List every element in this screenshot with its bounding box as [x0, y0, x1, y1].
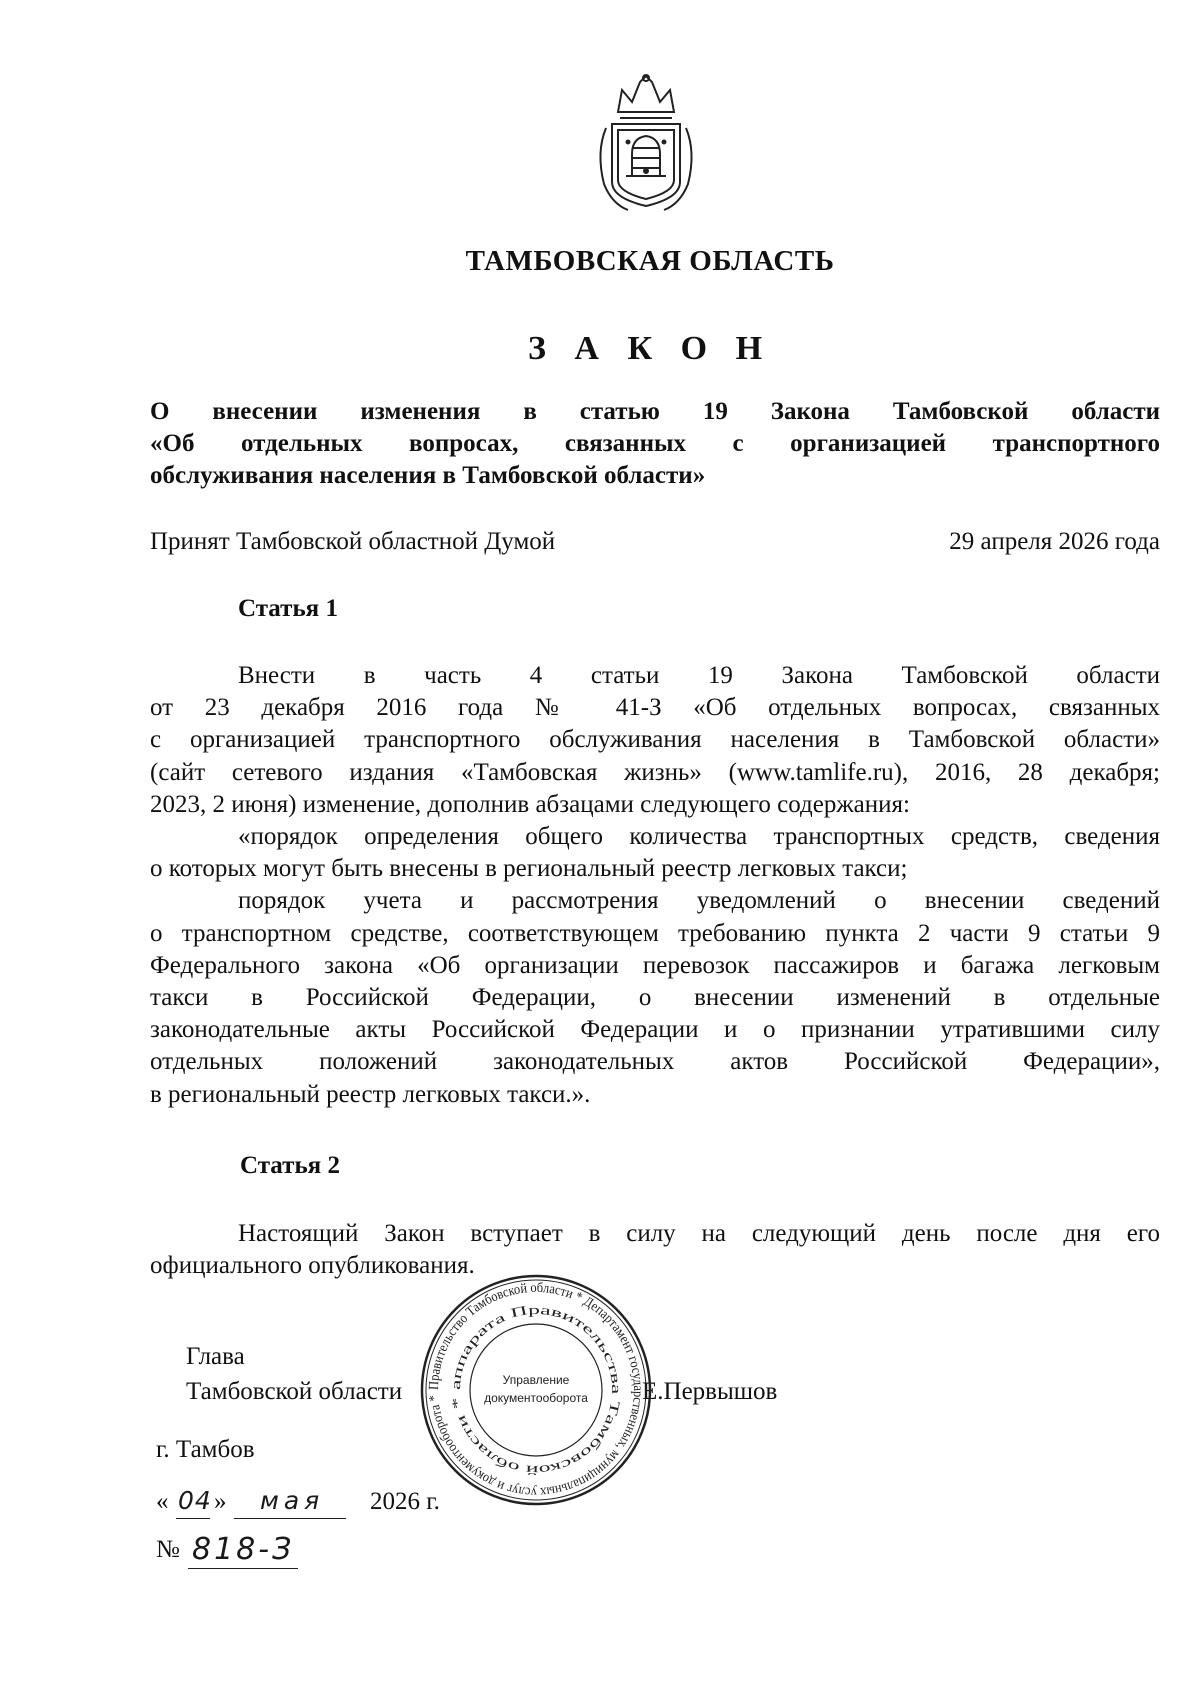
stamp-outer-text: Правительство Тамбовской области * Департамент государственных, муниципальных услуг и документооборота *: [426, 1280, 646, 1500]
law-title-line: обслуживания населения в Тамбовской области»: [150, 462, 706, 489]
article-1-text: [150, 660, 1160, 1111]
signatory-title-line1: Глава: [186, 1343, 245, 1370]
article-2-line: официального опубликования.: [150, 1252, 475, 1280]
signatory-name: Е.Первышов: [642, 1378, 778, 1405]
article-1-line: (сайт сетевого издания «Тамбовская жизнь» (www.tamlife.ru), 2016, 28 декабря;: [150, 758, 1160, 786]
article-1-line: от 23 декабря 2016 года № 41-З «Об отдельных вопросах, связанных: [150, 694, 1160, 722]
article-1-line: такси в Российской Федерации, о внесении изменений в отдельные: [150, 984, 1160, 1012]
article-1-line: Внести в часть 4 статьи 19 Закона Тамбовской области: [238, 662, 1160, 689]
date-day: 04: [178, 1486, 212, 1515]
adopted-date: 29 апреля 2026 года: [949, 528, 1160, 555]
article-1-line: 2023, 2 июня) изменение, дополнив абзацами следующего содержания:: [150, 790, 910, 818]
law-title-line: О внесении изменения в статью 19 Закона Тамбовской области: [150, 398, 1160, 425]
number-value: 818-З: [192, 1532, 295, 1567]
signing-date: [156, 1488, 456, 1524]
document-type: З А К О Н: [527, 330, 773, 367]
article-1-line: законодательные акты Российской Федерации и о признании утратившими силу: [150, 1016, 1160, 1044]
article-2-text: [150, 1218, 1160, 1282]
coat-of-arms-icon: [588, 72, 704, 212]
official-stamp: [418, 1272, 654, 1508]
region-title: ТАМБОВСКАЯ ОБЛАСТЬ: [465, 245, 835, 277]
date-open-quote: «: [156, 1488, 169, 1515]
article-1-line: «порядок определения общего количества транспортных средств, сведения: [238, 823, 1160, 851]
article-1-line: о транспортном средстве, соответствующем требованию пункта 2 части 9 статьи 9: [150, 919, 1160, 947]
number-prefix: №: [156, 1536, 180, 1563]
law-title: [150, 396, 1160, 492]
article-1-line: с организацией транспортного обслуживания населения в Тамбовской области»: [150, 726, 1160, 754]
place-of-signing: г. Тамбов: [156, 1436, 255, 1463]
article-1-line: в региональный реестр легковых такси.».: [150, 1080, 591, 1108]
article-2-line: Настоящий Закон вступает в силу на следующий день после дня его: [238, 1220, 1160, 1247]
stamp-center-line1: Управление: [502, 1373, 570, 1387]
article-1-line: Федерального закона «Об организации перевозок пассажиров и багажа легковым: [150, 951, 1160, 979]
date-year: 2026 г.: [370, 1488, 440, 1515]
law-title-line: «Об отдельных вопросах, связанных с организацией транспортного: [150, 430, 1160, 457]
date-month: мая: [260, 1486, 325, 1515]
stamp-center-line2: документооборота: [484, 1391, 588, 1405]
stamp-inner-text: аппарата Правительства Тамбовской области *: [447, 1302, 625, 1479]
date-close-quote: »: [214, 1488, 227, 1515]
article-1-line: отдельных положений законодательных актов Российской Федерации»,: [150, 1048, 1160, 1076]
article-1-line: о которых могут быть внесены в региональный реестр легковых такси;: [150, 855, 908, 883]
law-number: [156, 1532, 356, 1576]
adopted-by: Принят Тамбовской областной Думой: [150, 528, 556, 555]
signatory-title-line2: Тамбовской области: [186, 1378, 403, 1405]
adoption-line: [150, 528, 1160, 556]
article-1-heading: Статья 1: [238, 595, 338, 622]
article-1-line: порядок учета и рассмотрения уведомлений о внесении сведений: [238, 887, 1160, 915]
article-2-heading: Статья 2: [240, 1152, 340, 1179]
